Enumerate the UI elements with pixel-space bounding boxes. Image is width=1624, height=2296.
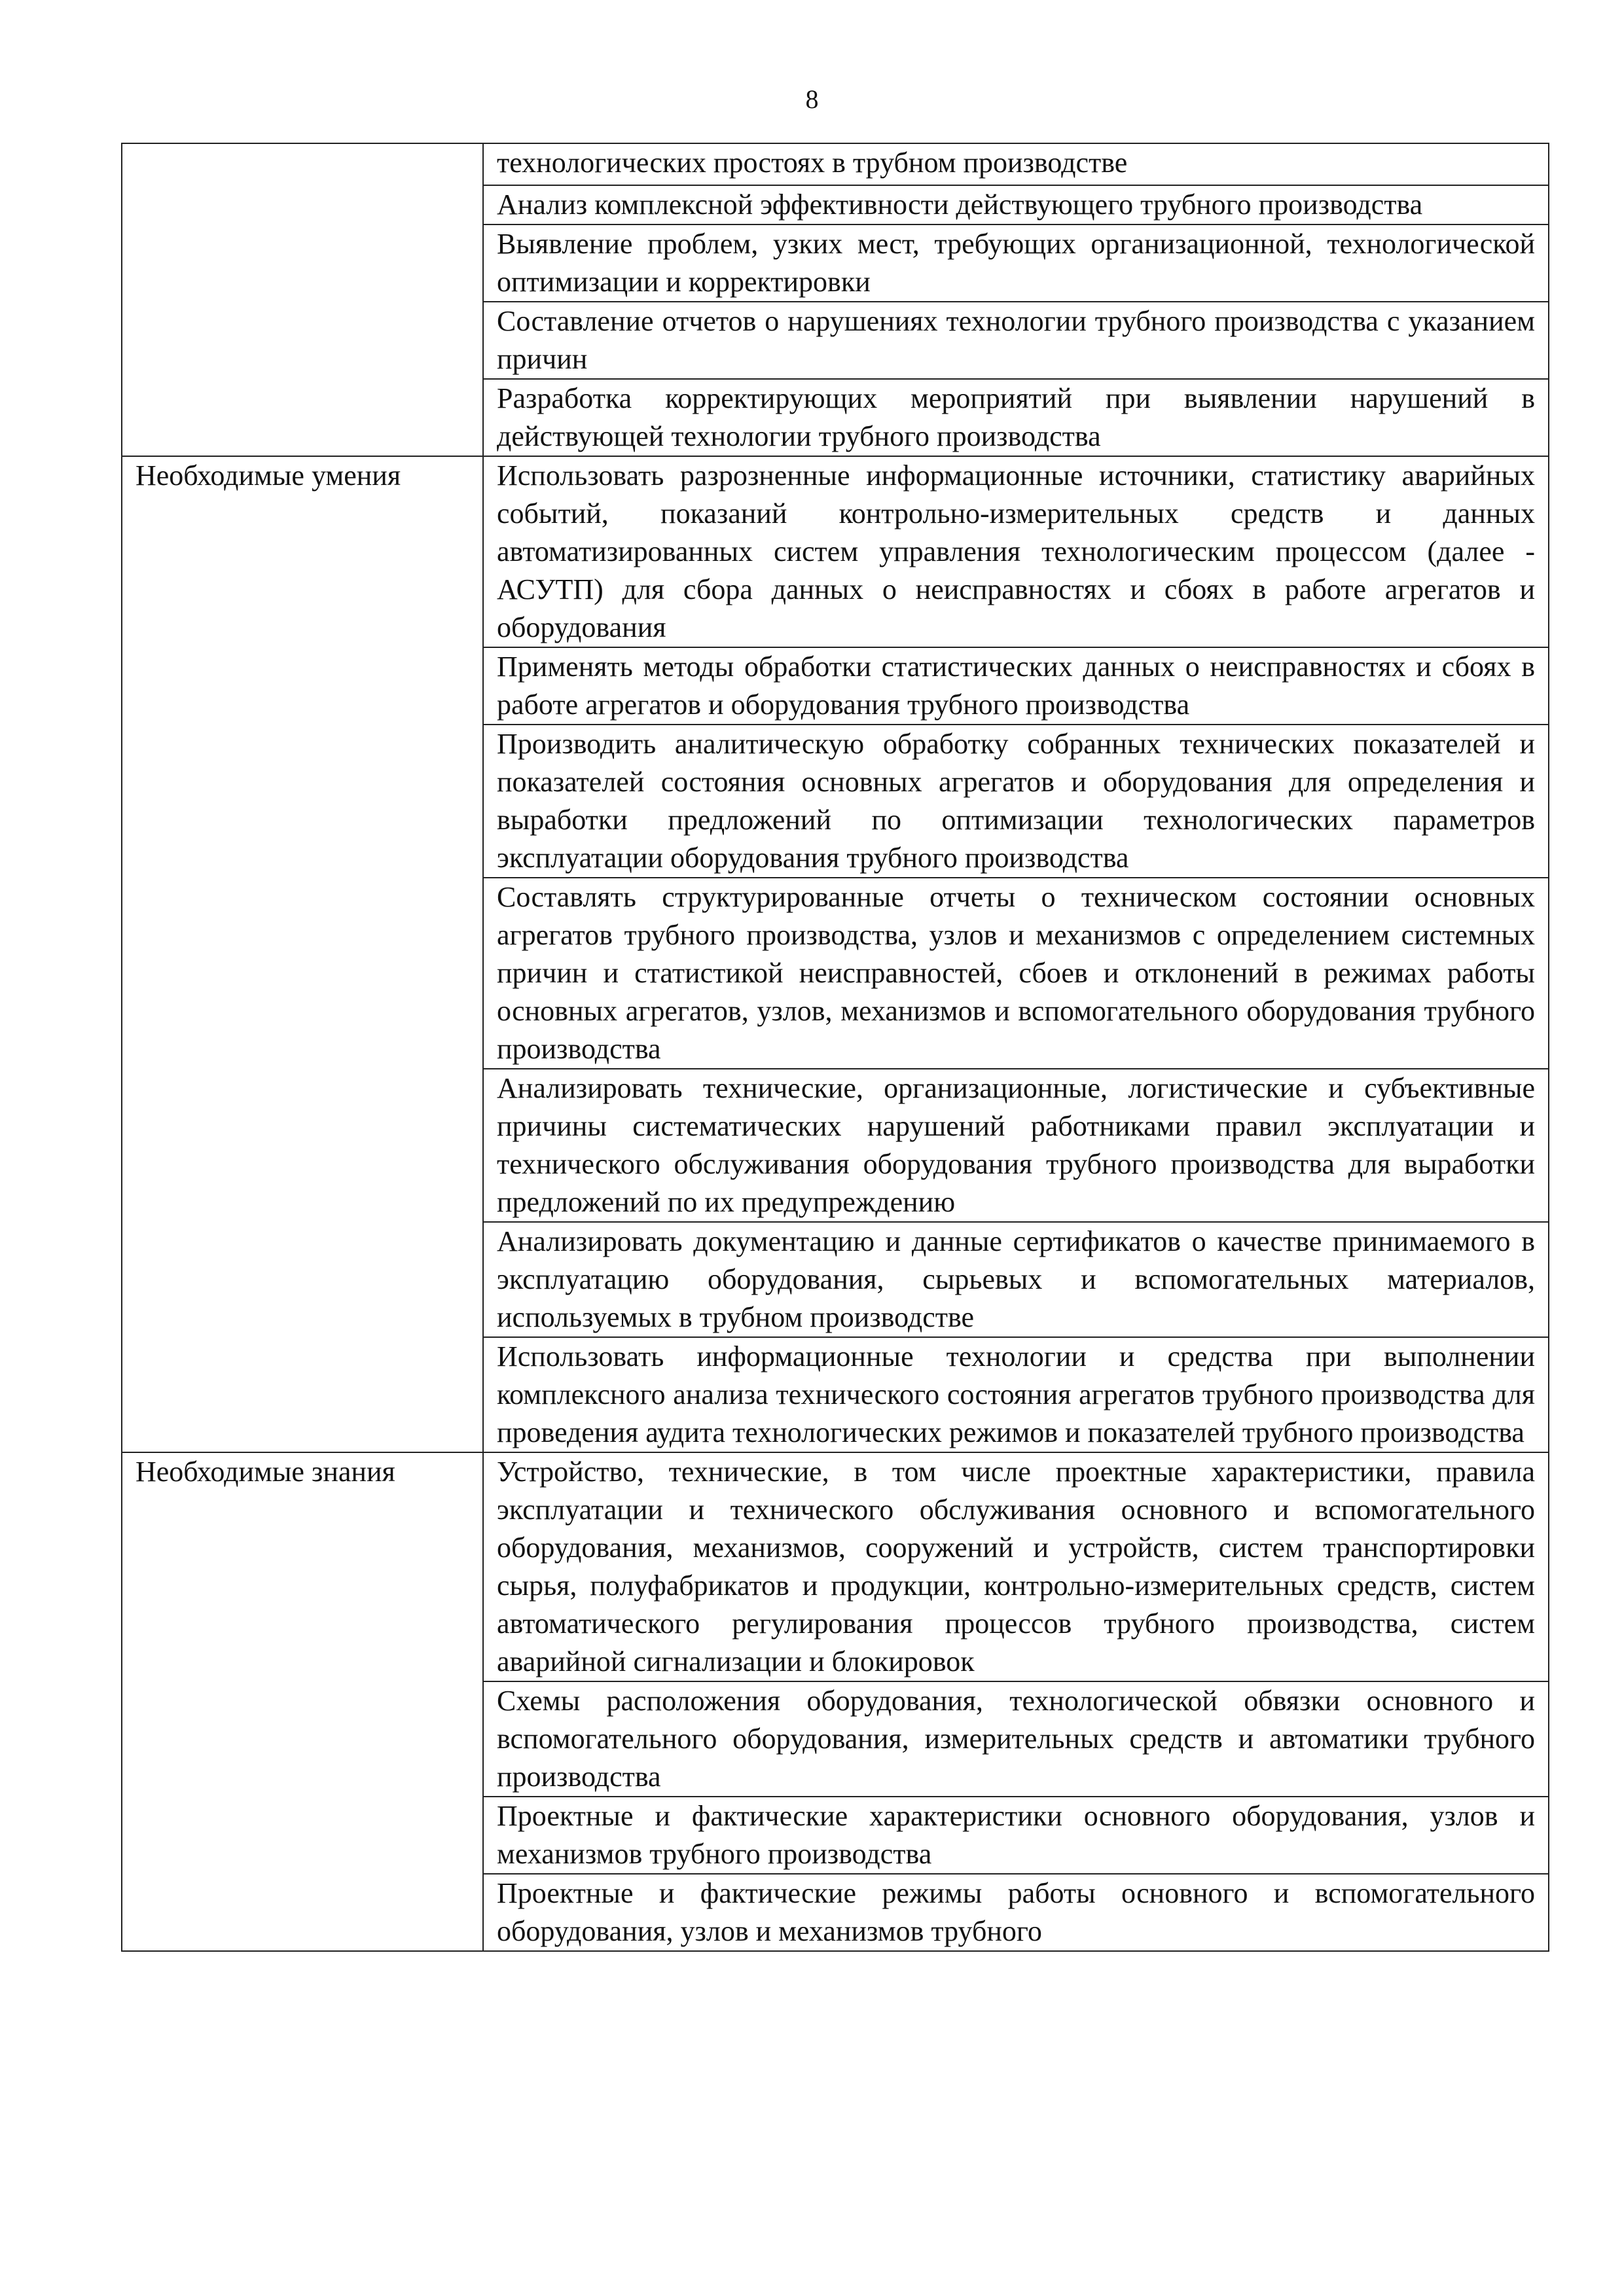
skill-item: Анализировать технические, организационные, логистические и субъективные причины систематических нарушений работниками правил эксплуатации и технического обслуживания оборудования трубного производства для выработки предложений по их предупреждению — [483, 1069, 1549, 1222]
competency-table — [121, 143, 1549, 1952]
knowledge-item: Устройство, технические, в том числе проектные характеристики, правила эксплуатации и технического обслуживания основного и вспомогательного оборудования, механизмов, сооружений и устройств, систем транспортировки сырья, полуфабрикатов и продукции, контрольно-измерительных средств, систем автоматического регулирования процессов трубного производства, систем аварийной сигнализации и блокировок — [483, 1452, 1549, 1681]
knowledge-item: Проектные и фактические режимы работы основного и вспомогательного оборудования, узлов и механизмов трубного — [483, 1874, 1549, 1951]
skill-item: Производить аналитическую обработку собранных технических показателей и показателей состояния основных агрегатов и оборудования для определения и выработки предложений по оптимизации технологических параметров эксплуатации оборудования трубного производства — [483, 725, 1549, 878]
knowledge-item: Проектные и фактические характеристики основного оборудования, узлов и механизмов трубного производства — [483, 1797, 1549, 1874]
content-cell: Разработка корректирующих мероприятий при выявлении нарушений в действующей технологии трубного производства — [483, 379, 1549, 456]
table-row — [122, 1452, 1549, 1681]
label-cell-empty — [122, 143, 483, 456]
skill-item: Составлять структурированные отчеты о техническом состоянии основных агрегатов трубного производства, узлов и механизмов с определением системных причин и статистикой неисправностей, сбоев и отклонений в режимах работы основных агрегатов, узлов, механизмов и вспомогательного оборудования трубного производства — [483, 878, 1549, 1069]
skill-item: Использовать разрозненные информационные источники, статистику аварийных событий, показаний контрольно-измерительных средств и данных автоматизированных систем управления технологическим процессом (далее - АСУТП) для сбора данных о неисправностях и сбоях в работе агрегатов и оборудования — [483, 456, 1549, 647]
content-cell: технологических простоях в трубном производстве — [483, 143, 1549, 185]
skill-item: Использовать информационные технологии и средства при выполнении комплексного анализа технического состояния агрегатов трубного производства для проведения аудита технологических режимов и показателей трубного производства — [483, 1337, 1549, 1452]
table-row — [122, 143, 1549, 185]
skills-label: Необходимые умения — [122, 456, 483, 1452]
page-number: 8 — [805, 84, 819, 114]
knowledge-item: Схемы расположения оборудования, технологической обвязки основного и вспомогательного оборудования, измерительных средств и автоматики трубного производства — [483, 1681, 1549, 1797]
skill-item: Анализировать документацию и данные сертификатов о качестве принимаемого в эксплуатацию оборудования, сырьевых и вспомогательных материалов, используемых в трубном производстве — [483, 1222, 1549, 1337]
table-row — [122, 456, 1549, 647]
skill-item: Применять методы обработки статистических данных о неисправностях и сбоях в работе агрегатов и оборудования трубного производства — [483, 647, 1549, 725]
content-cell: Выявление проблем, узких мест, требующих организационной, технологической оптимизации и корректировки — [483, 224, 1549, 302]
knowledge-label: Необходимые знания — [122, 1452, 483, 1951]
content-cell: Анализ комплексной эффективности действующего трубного производства — [483, 185, 1549, 224]
content-cell: Составление отчетов о нарушениях технологии трубного производства с указанием причин — [483, 302, 1549, 379]
